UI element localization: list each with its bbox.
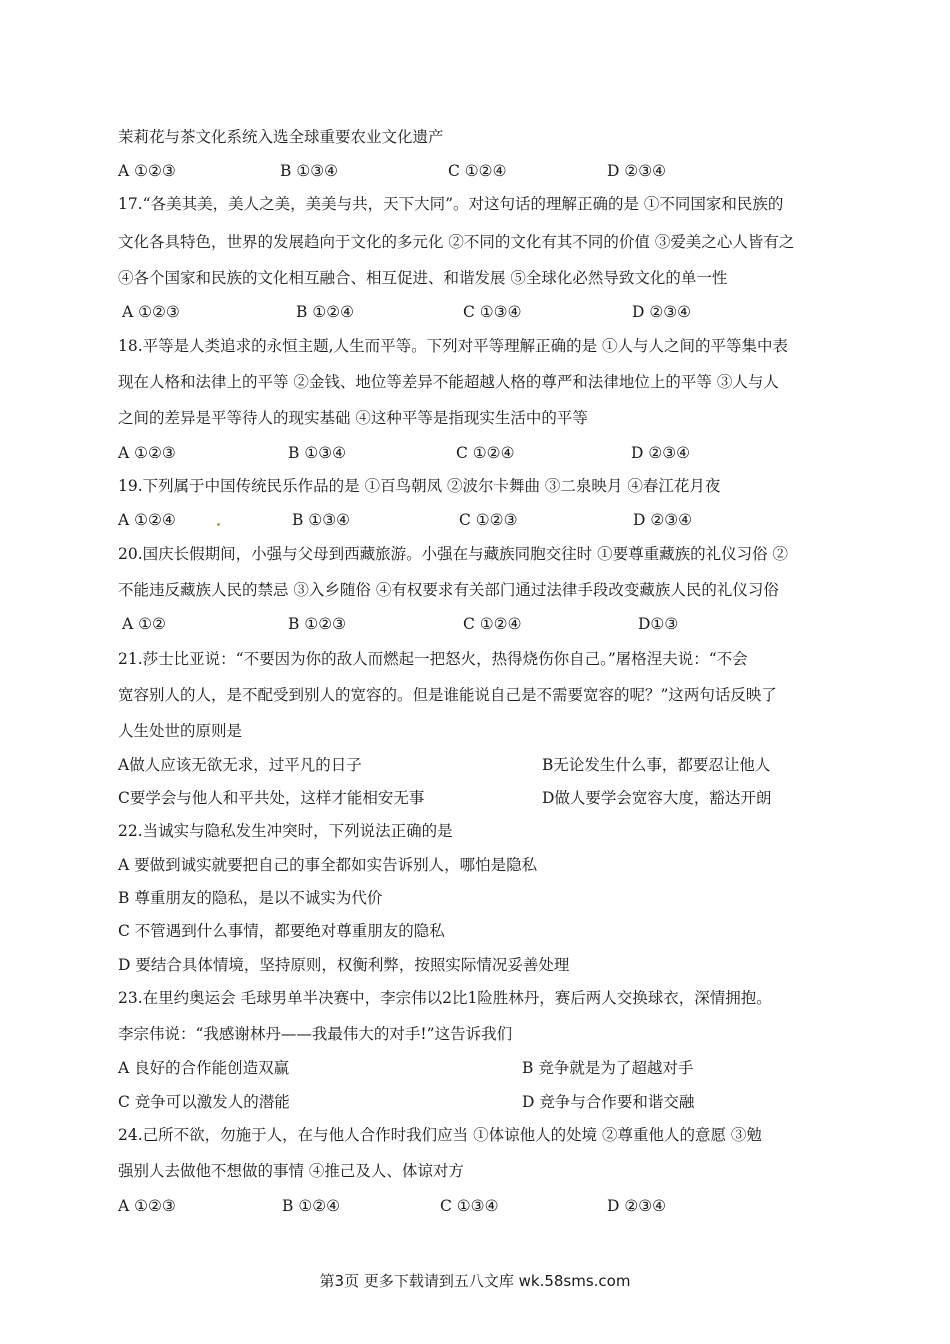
q18-line-2: 现在人格和法律上的平等 ②金钱、地位等差异不能超越人格的尊严和法律地位上的平等 ③人与人: [118, 373, 779, 391]
q20-option-a: A ①②: [122, 615, 166, 633]
q21-option-c: C要学会与他人和平共处，这样才能相安无事: [118, 789, 425, 807]
intro-line: 茉莉花与茶文化系统入选全球重要农业文化遗产: [118, 128, 444, 146]
q23-line-1: 23.在里约奥运会 毛球男单半决赛中，李宗伟以2比1险胜林丹，赛后两人交换球衣，深情拥抱。: [118, 989, 772, 1007]
q24-line-1: 24.己所不欲，勿施于人，在与他人合作时我们应当 ①体谅他人的处境 ②尊重他人的意愿 ③勉: [118, 1126, 762, 1144]
q21-line-1: 21.莎士比亚说：“不要因为你的敌人而燃起一把怒火，热得烧伤你自己。”屠格涅夫说：“不会: [118, 650, 748, 668]
q20-line-2: 不能违反藏族人民的禁忌 ③入乡随俗 ④有权要求有关部门通过法律手段改变藏族人民的礼仪习俗: [118, 581, 779, 599]
q17-option-d: D ②③④: [632, 303, 692, 321]
q23-line-2: 李宗伟说：“我感谢林丹——我最伟大的对手!”这告诉我们: [118, 1025, 513, 1043]
q20-option-d: D①③: [638, 615, 679, 633]
q24-line-2: 强别人去做他不想做的事情 ④推己及人、体谅对方: [118, 1162, 464, 1180]
q18-line-1: 18.平等是人类追求的永恒主题,人生而平等。下列对平等理解正确的是 ①人与人之间的平等集中表: [118, 337, 789, 355]
q16-option-d: D ②③④: [607, 162, 667, 180]
q19-option-d: D ②③④: [633, 511, 693, 529]
q17-line-3: ④各个国家和民族的文化相互融合、相互促进、和谐发展 ⑤全球化必然导致文化的单一性: [118, 269, 728, 287]
q17-option-a: A ①②③: [122, 303, 180, 321]
q20-option-c: C ①②④: [463, 615, 522, 633]
q21-line-3: 人生处世的原则是: [118, 722, 243, 740]
q19-option-a: A ①②④: [118, 511, 176, 529]
q19-line-1: 19.下列属于中国传统民乐作品的是 ①百鸟朝凤 ②波尔卡舞曲 ③二泉映月 ④春江花月夜: [118, 477, 721, 495]
q20-line-1: 20.国庆长假期间，小强与父母到西藏旅游。小强在与藏族同胞交往时 ①要尊重藏族的礼仪习俗 ②: [118, 545, 789, 563]
q19-option-b: B ①③④: [292, 511, 351, 529]
q16-option-b: B ①③④: [280, 162, 339, 180]
q24-option-a: A ①②③: [118, 1197, 176, 1215]
q19-option-c: C ①②③: [459, 511, 518, 529]
q24-option-b: B ①②④: [282, 1197, 341, 1215]
q17-option-b: B ①②④: [296, 303, 355, 321]
q18-option-a: A ①②③: [118, 444, 176, 462]
q16-option-c: C ①②④: [448, 162, 507, 180]
q20-option-b: B ①②③: [288, 615, 347, 633]
q17-option-c: C ①③④: [463, 303, 522, 321]
q16-option-a: A ①②③: [118, 162, 176, 180]
q23-option-d: D 竞争与合作要和谐交融: [522, 1093, 695, 1111]
q21-line-2: 宽容别人的人，是不配受到别人的宽容的。但是谁能说自己是不需要宽容的呢？”这两句话反映了: [118, 686, 777, 704]
q24-option-d: D ②③④: [607, 1197, 667, 1215]
q18-option-c: C ①②④: [456, 444, 515, 462]
q22-option-d: D 要结合具体情境，坚持原则，权衡利弊，按照实际情况妥善处理: [118, 956, 570, 974]
q23-option-c: C 竞争可以激发人的潜能: [118, 1093, 290, 1111]
q22-option-a: A 要做到诚实就要把自己的事全都如实告诉别人，哪怕是隐私: [118, 856, 538, 874]
q22-option-b: B 尊重朋友的隐私，是以不诚实为代价: [118, 889, 383, 907]
q18-option-d: D ②③④: [631, 444, 691, 462]
q18-line-3: 之间的差异是平等待人的现实基础 ④这种平等是指现实生活中的平等: [118, 409, 588, 427]
q22-option-c: C 不管遇到什么事情，都要绝对尊重朋友的隐私: [118, 922, 445, 940]
stray-dot: [217, 523, 220, 526]
q18-option-b: B ①③④: [288, 444, 347, 462]
q21-option-b: B无论发生什么事，都要忍让他人: [542, 756, 771, 774]
q23-option-b: B 竞争就是为了超越对手: [522, 1059, 694, 1077]
q17-line-1: 17.“各美其美，美人之美，美美与共，天下大同”。对这句话的理解正确的是 ①不同国家和民族的: [118, 195, 784, 213]
q23-option-a: A 良好的合作能创造双赢: [118, 1059, 290, 1077]
q21-option-d: D做人要学会宽容大度，豁达开朗: [542, 789, 772, 807]
q22-line-1: 22.当诚实与隐私发生冲突时，下列说法正确的是: [118, 822, 453, 840]
page-footer: 第3页 更多下载请到五八文库 wk.58sms.com: [319, 1272, 631, 1290]
q17-line-2: 文化各具特色，世界的发展趋向于文化的多元化 ②不同的文化有其不同的价值 ③爱美之心人皆有之: [118, 233, 795, 251]
q24-option-c: C ①③④: [440, 1197, 499, 1215]
q21-option-a: A做人应该无欲无求，过平凡的日子: [118, 756, 362, 774]
